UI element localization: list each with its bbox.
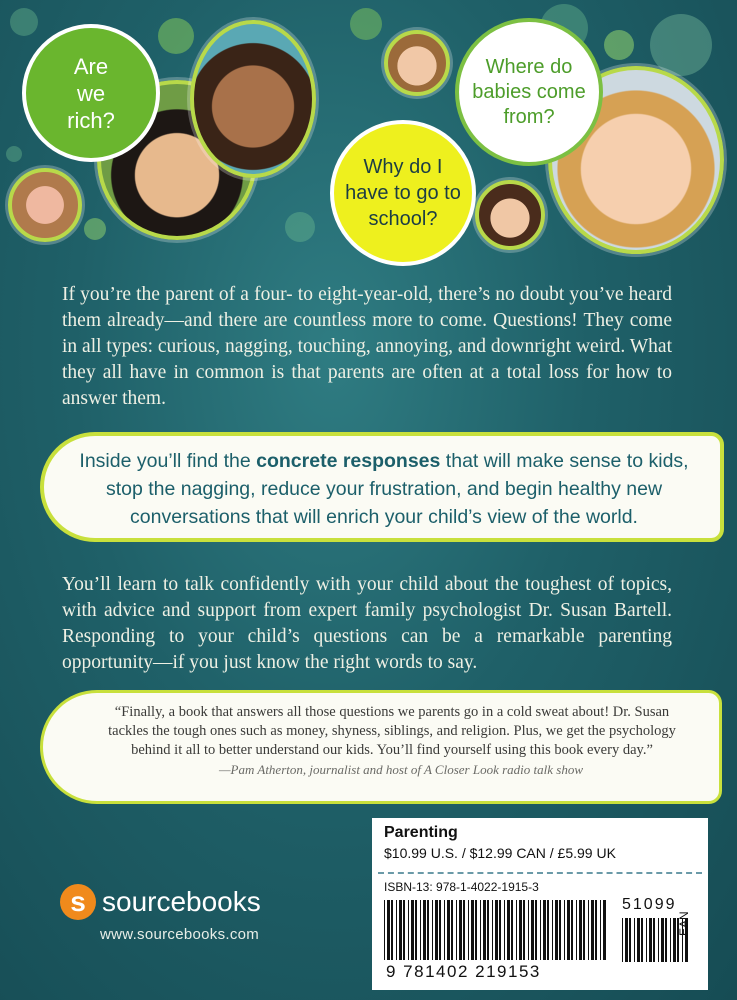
- bubble-line: Where do: [485, 55, 573, 78]
- intro-paragraph: If you’re the parent of a four- to eight-year-old, there’s no doubt you’ve heard them already—and there are countless more to come. Questions! They come in all types: curious, nagging, touching, annoying, and downright weird. What they all have in common is that parents are often at a total loss for how to answer them.: [62, 284, 672, 409]
- highlight-bold-phrase: concrete responses: [256, 450, 441, 472]
- barcode-bar: [595, 900, 597, 960]
- highlight-text-end: that will make sense to kids, stop the nagging, reduce your frustration, and begin healthy new conversations that will enrich your child’s view of the world.: [105, 450, 689, 528]
- barcode-bar: [411, 900, 414, 960]
- barcode-bar: [468, 900, 469, 960]
- decorative-circle: [350, 8, 382, 40]
- bubble-line: Why do I: [363, 156, 443, 178]
- bubble-line: rich?: [67, 107, 115, 133]
- barcode-bar: [504, 900, 505, 960]
- barcode-bar: [600, 900, 601, 960]
- body-paragraph: You’ll learn to talk confidently with your child about the toughest of topics, with advice and support from expert family psychologist Dr. Susan Bartell. Responding to your child’s questions can be a remarkable parenting opportunity—if you just know the right words to say.: [62, 574, 672, 673]
- barcode-bar: [499, 900, 501, 960]
- decorative-circle: [84, 218, 106, 240]
- barcode-bar: [396, 900, 397, 960]
- speech-bubble-rich: [22, 24, 160, 162]
- barcode-bar: [579, 900, 582, 960]
- barcode-bar: [670, 918, 671, 962]
- decorative-circle: [10, 8, 38, 36]
- barcode-bar: [641, 918, 643, 962]
- children-group-photo: [8, 168, 82, 242]
- barcode-bar: [622, 918, 623, 962]
- highlight-text: [44, 436, 720, 531]
- barcode-bar: [439, 900, 441, 960]
- barcode-bar: [634, 918, 635, 962]
- highlight-banner: [40, 432, 724, 542]
- decorative-circle: [650, 14, 712, 76]
- barcode-bar: [519, 900, 522, 960]
- barcode-bar: [564, 900, 565, 960]
- barcode-bar: [483, 900, 486, 960]
- child-photo-boy-small: [384, 30, 450, 96]
- barcode-bar: [456, 900, 457, 960]
- barcode-bar: [588, 900, 589, 960]
- publisher-name: sourcebooks: [102, 886, 261, 917]
- barcode-number: 9 781402 219153: [386, 962, 541, 981]
- sourcebooks-logo-icon: [60, 884, 96, 920]
- barcode-bar: [591, 900, 594, 960]
- barcode-bar: [384, 900, 385, 960]
- barcode-bar: [451, 900, 453, 960]
- barcode-bar: [516, 900, 517, 960]
- barcode-bar: [528, 900, 529, 960]
- decorative-circle: [6, 146, 22, 162]
- barcode: [384, 900, 606, 960]
- price-list: $10.99 U.S. / $12.99 CAN / £5.99 UK: [384, 845, 616, 861]
- speech-bubble-school: [330, 120, 476, 266]
- barcode-bar: [408, 900, 409, 960]
- barcode-bar: [555, 900, 558, 960]
- dashed-divider: [378, 872, 702, 874]
- barcode-bar: [567, 900, 570, 960]
- barcode-bar: [427, 900, 429, 960]
- isbn-label: ISBN-13: 978-1-4022-1915-3: [384, 880, 539, 894]
- barcode-bar: [415, 900, 417, 960]
- barcode-bar: [625, 918, 628, 962]
- child-photo-girl-small: [475, 180, 545, 250]
- decorative-circle: [285, 212, 315, 242]
- publisher-logo: [60, 884, 261, 920]
- barcode-bar: [387, 900, 390, 960]
- barcode-bar: [603, 900, 606, 960]
- speech-bubble-babies: [455, 18, 603, 166]
- barcode-bar: [576, 900, 577, 960]
- barcode-bar: [637, 918, 640, 962]
- quote-attribution: —Pam Atherton, journalist and host of A Closer Look radio talk show: [218, 762, 584, 777]
- bubble-line: babies come: [472, 80, 586, 103]
- quote-banner: [40, 690, 722, 804]
- barcode-bar: [552, 900, 553, 960]
- barcode-bar: [658, 918, 659, 962]
- barcode-bar: [571, 900, 573, 960]
- barcode-bar: [435, 900, 438, 960]
- barcode-bar: [661, 918, 664, 962]
- barcode-bar: [487, 900, 489, 960]
- barcode-bar: [511, 900, 513, 960]
- price-code: 51099: [622, 896, 677, 913]
- barcode-bar: [432, 900, 433, 960]
- bubble-line: have to go to: [345, 182, 461, 204]
- bubble-line: from?: [503, 105, 555, 128]
- barcode-bar: [547, 900, 549, 960]
- ean-label: EAN: [677, 911, 691, 936]
- barcode-bar: [463, 900, 465, 960]
- barcode-bar: [480, 900, 481, 960]
- barcode-bar: [535, 900, 537, 960]
- quote-text: “Finally, a book that answers all those questions we parents go in a cold sweat about! Dr. Susan tackles the tough ones such as money, shyness, siblings, and religion. Plus, we get the psychology behind it all to better understand our kids. You’ll find yourself using this book every day.”: [108, 704, 676, 758]
- child-photo-smiling-girl: [190, 20, 316, 178]
- bubble-line: school?: [368, 208, 438, 230]
- barcode-bar: [540, 900, 541, 960]
- barcode-bar: [543, 900, 546, 960]
- barcode-bar: [559, 900, 561, 960]
- barcode-bar: [523, 900, 525, 960]
- bubble-line: Are: [73, 53, 109, 79]
- barcode-bar: [420, 900, 421, 960]
- barcode-bar: [649, 918, 652, 962]
- barcode-bar: [475, 900, 477, 960]
- barcode-bar: [399, 900, 402, 960]
- barcode-bar: [495, 900, 498, 960]
- barcode-bar: [492, 900, 493, 960]
- barcode-bar: [665, 918, 667, 962]
- barcode-bar: [391, 900, 393, 960]
- barcode-bar: [673, 918, 676, 962]
- barcode-bar: [447, 900, 450, 960]
- barcode-bar: [653, 918, 655, 962]
- decorative-circle: [158, 18, 194, 54]
- publisher-url: www.sourcebooks.com: [100, 926, 260, 943]
- barcode-bar: [583, 900, 585, 960]
- price-barcode-box: [372, 818, 708, 990]
- barcode-bar: [531, 900, 534, 960]
- decorative-circle: [604, 30, 634, 60]
- barcode-bar: [423, 900, 426, 960]
- logo-letter: s: [70, 886, 86, 917]
- barcode-bar: [507, 900, 510, 960]
- highlight-text-start: Inside you’ll find the: [79, 450, 257, 472]
- barcode-bar: [471, 900, 474, 960]
- barcode-bar: [459, 900, 462, 960]
- barcode-bar: [444, 900, 445, 960]
- category-label: Parenting: [384, 824, 458, 841]
- bubble-line: we: [76, 80, 106, 106]
- barcode-bar: [646, 918, 647, 962]
- barcode-bar: [629, 918, 631, 962]
- barcode-bar: [403, 900, 405, 960]
